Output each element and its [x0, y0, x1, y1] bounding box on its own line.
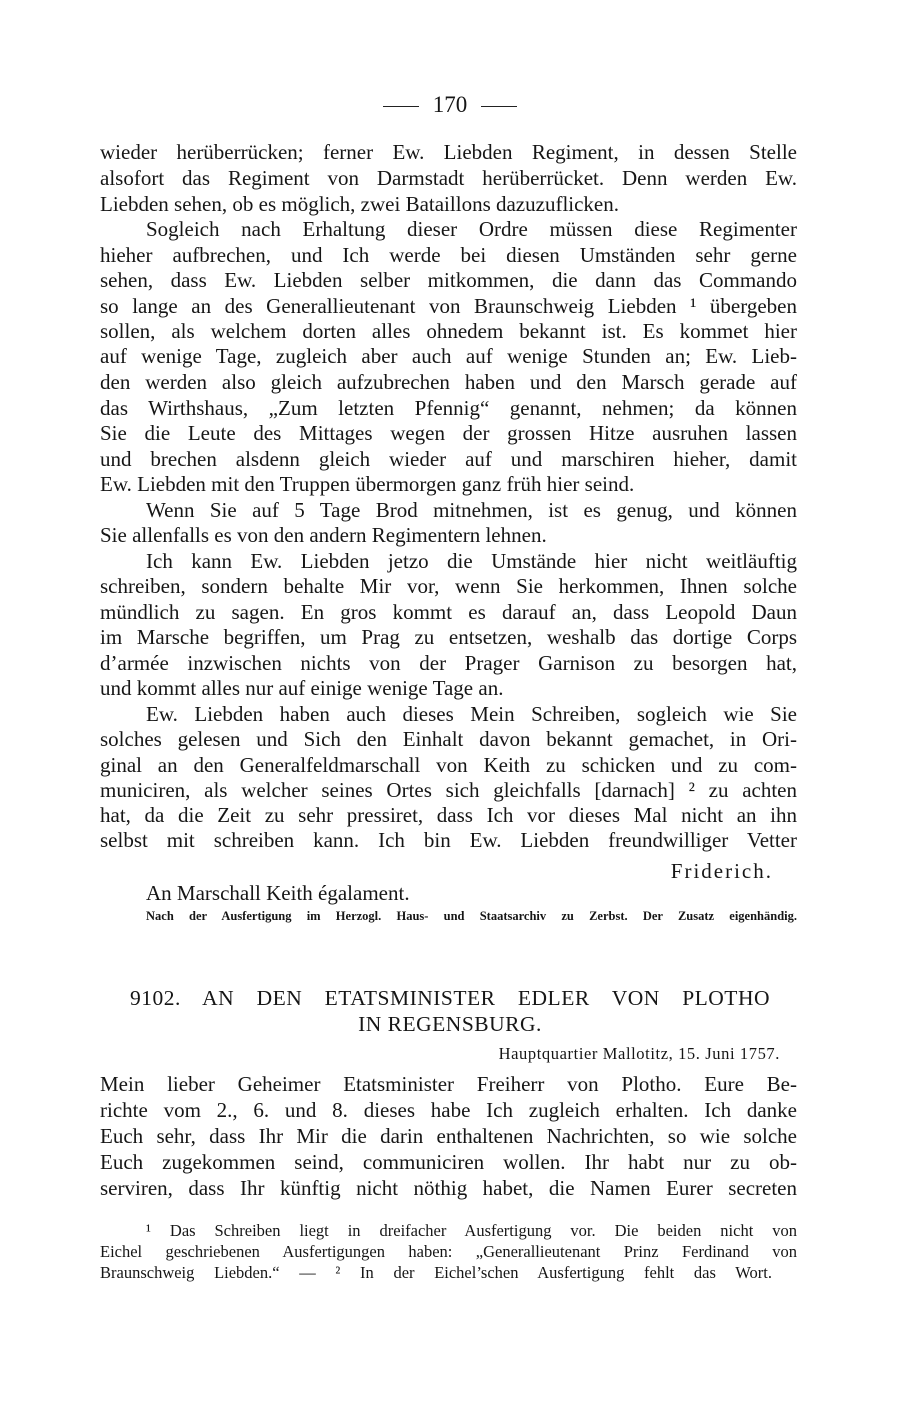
letter-line: richte vom 2., 6. und 8. dieses habe Ich zugleich erhalten. Ich danke — [100, 1098, 797, 1122]
letter-line: wieder herüberrücken; ferner Ew. Liebden Regiment, in dessen Stelle — [100, 140, 797, 164]
letter-line: auf wenige Tage, zugleich aber auch auf wenige Stunden an; Ew. Lieb- — [100, 344, 797, 368]
letter-line: hat, da die Zeit zu sehr pressiret, dass Ich vor dieses Mal nicht an ihn — [100, 803, 797, 827]
page-number — [0, 90, 900, 120]
letter-line: schreiben, sondern behalte Mir vor, wenn Sie herkommen, Ihnen solche — [100, 574, 797, 598]
letter-line: Euch sehr, dass Ihr Mir die darin enthaltenen Nachrichten, so wie solche — [100, 1124, 797, 1148]
letter-line: Wenn Sie auf 5 Tage Brod mitnehmen, ist es genug, und können — [146, 498, 797, 522]
letter-line: sehen, dass Ew. Liebden selber mitkommen, die dann das Commando — [100, 268, 797, 292]
letter-line: sollen, als welchem dorten alles ohnedem bekannt ist. Es kommet hier — [100, 319, 797, 343]
letter-line: so lange an des Generallieutenant von Braunschweig Liebden ¹ übergeben — [100, 294, 797, 318]
letter-heading-place: IN REGENSBURG. — [358, 1012, 542, 1036]
letter-line: Ich kann Ew. Liebden jetzo die Umstände hier nicht weitläuftig — [146, 549, 797, 573]
letter-line: im Marsche begriffen, um Prag zu entsetzen, weshalb das dortige Corps — [100, 625, 797, 649]
letter-line: solches gelesen und Sich den Einhalt davon bekannt gemachet, in Ori- — [100, 727, 797, 751]
source-note: Nach der Ausfertigung im Herzogl. Haus- und Staatsarchiv zu Zerbst. Der Zusatz eigenhändig. — [146, 909, 797, 923]
letter-line: mündlich zu sagen. En gros kommt es darauf an, dass Leopold Daun — [100, 600, 797, 624]
page-number-dash-right — [481, 106, 517, 107]
letter-line: Sie die Leute des Mittages wegen der grossen Hitze ausruhen lassen — [100, 421, 797, 445]
letter-line: den werden also gleich aufzubrechen haben und den Marsch gerade auf — [100, 370, 797, 394]
letter-line: Sie allenfalls es von den andern Regimentern lehnen. — [100, 523, 547, 547]
letter-line: ginal an den Generalfeldmarschall von Keith zu schicken und zu com- — [100, 753, 797, 777]
footnote-line: ¹ Das Schreiben liegt in dreifacher Ausfertigung vor. Die beiden nicht von — [146, 1221, 797, 1240]
letter-line: hieher aufbrechen, und Ich werde bei diesen Umständen sehr gerne — [100, 243, 797, 267]
letter-line: alsofort das Regiment von Darmstadt herüberrücket. Denn werden Ew. — [100, 166, 797, 190]
letter-line: serviren, dass Ihr künftig nicht nöthig habet, die Namen Eurer secreten — [100, 1176, 797, 1200]
letter-line: Euch zugekommen seind, communiciren wollen. Ihr habt nur zu ob- — [100, 1150, 797, 1174]
letter-line: d’armée inzwischen nichts von der Prager Garnison zu besorgen hat, — [100, 651, 797, 675]
addressee-note: An Marschall Keith égalament. — [146, 881, 410, 905]
letter-line: Sogleich nach Erhaltung dieser Ordre müssen diese Regimenter — [146, 217, 797, 241]
letter-line: municiren, als welcher seines Ortes sich gleichfalls [darnach] ² zu achten — [100, 778, 797, 802]
letter-line: Liebden sehen, ob es möglich, zwei Bataillons dazuzuflicken. — [100, 192, 620, 216]
footnote-line: Braunschweig Liebden.“ — ² In der Eichel’schen Ausfertigung fehlt das Wort. — [100, 1263, 772, 1282]
letter-line: das Wirthshaus, „Zum letzten Pfennig“ genannt, nehmen; da können — [100, 396, 797, 420]
letter-line: und brechen alsdenn gleich wieder auf und marschiren hieher, damit — [100, 447, 797, 471]
letter-date-line: Hauptquartier Mallotitz, 15. Juni 1757. — [498, 1044, 780, 1063]
page-number-text: 170 — [432, 92, 468, 117]
letter-line: Mein lieber Geheimer Etatsminister Freiherr von Plotho. Eure Be- — [100, 1072, 797, 1096]
signature: Friderich. — [670, 859, 773, 883]
letter-line: Ew. Liebden mit den Truppen übermorgen ganz früh hier seind. — [100, 472, 635, 496]
footnote-line: Eichel geschriebenen Ausfertigungen haben: „Generallieutenant Prinz Ferdinand von — [100, 1242, 797, 1261]
letter-line: selbst mit schreiben kann. Ich bin Ew. Liebden freundwilliger Vetter — [100, 828, 797, 852]
letter-heading: 9102. AN DEN ETATSMINISTER EDLER VON PLOTHO — [130, 986, 770, 1010]
page-number-dash-left — [383, 106, 419, 107]
letter-line: Ew. Liebden haben auch dieses Mein Schreiben, sogleich wie Sie — [146, 702, 797, 726]
letter-line: und kommt alles nur auf einige wenige Tage an. — [100, 676, 504, 700]
